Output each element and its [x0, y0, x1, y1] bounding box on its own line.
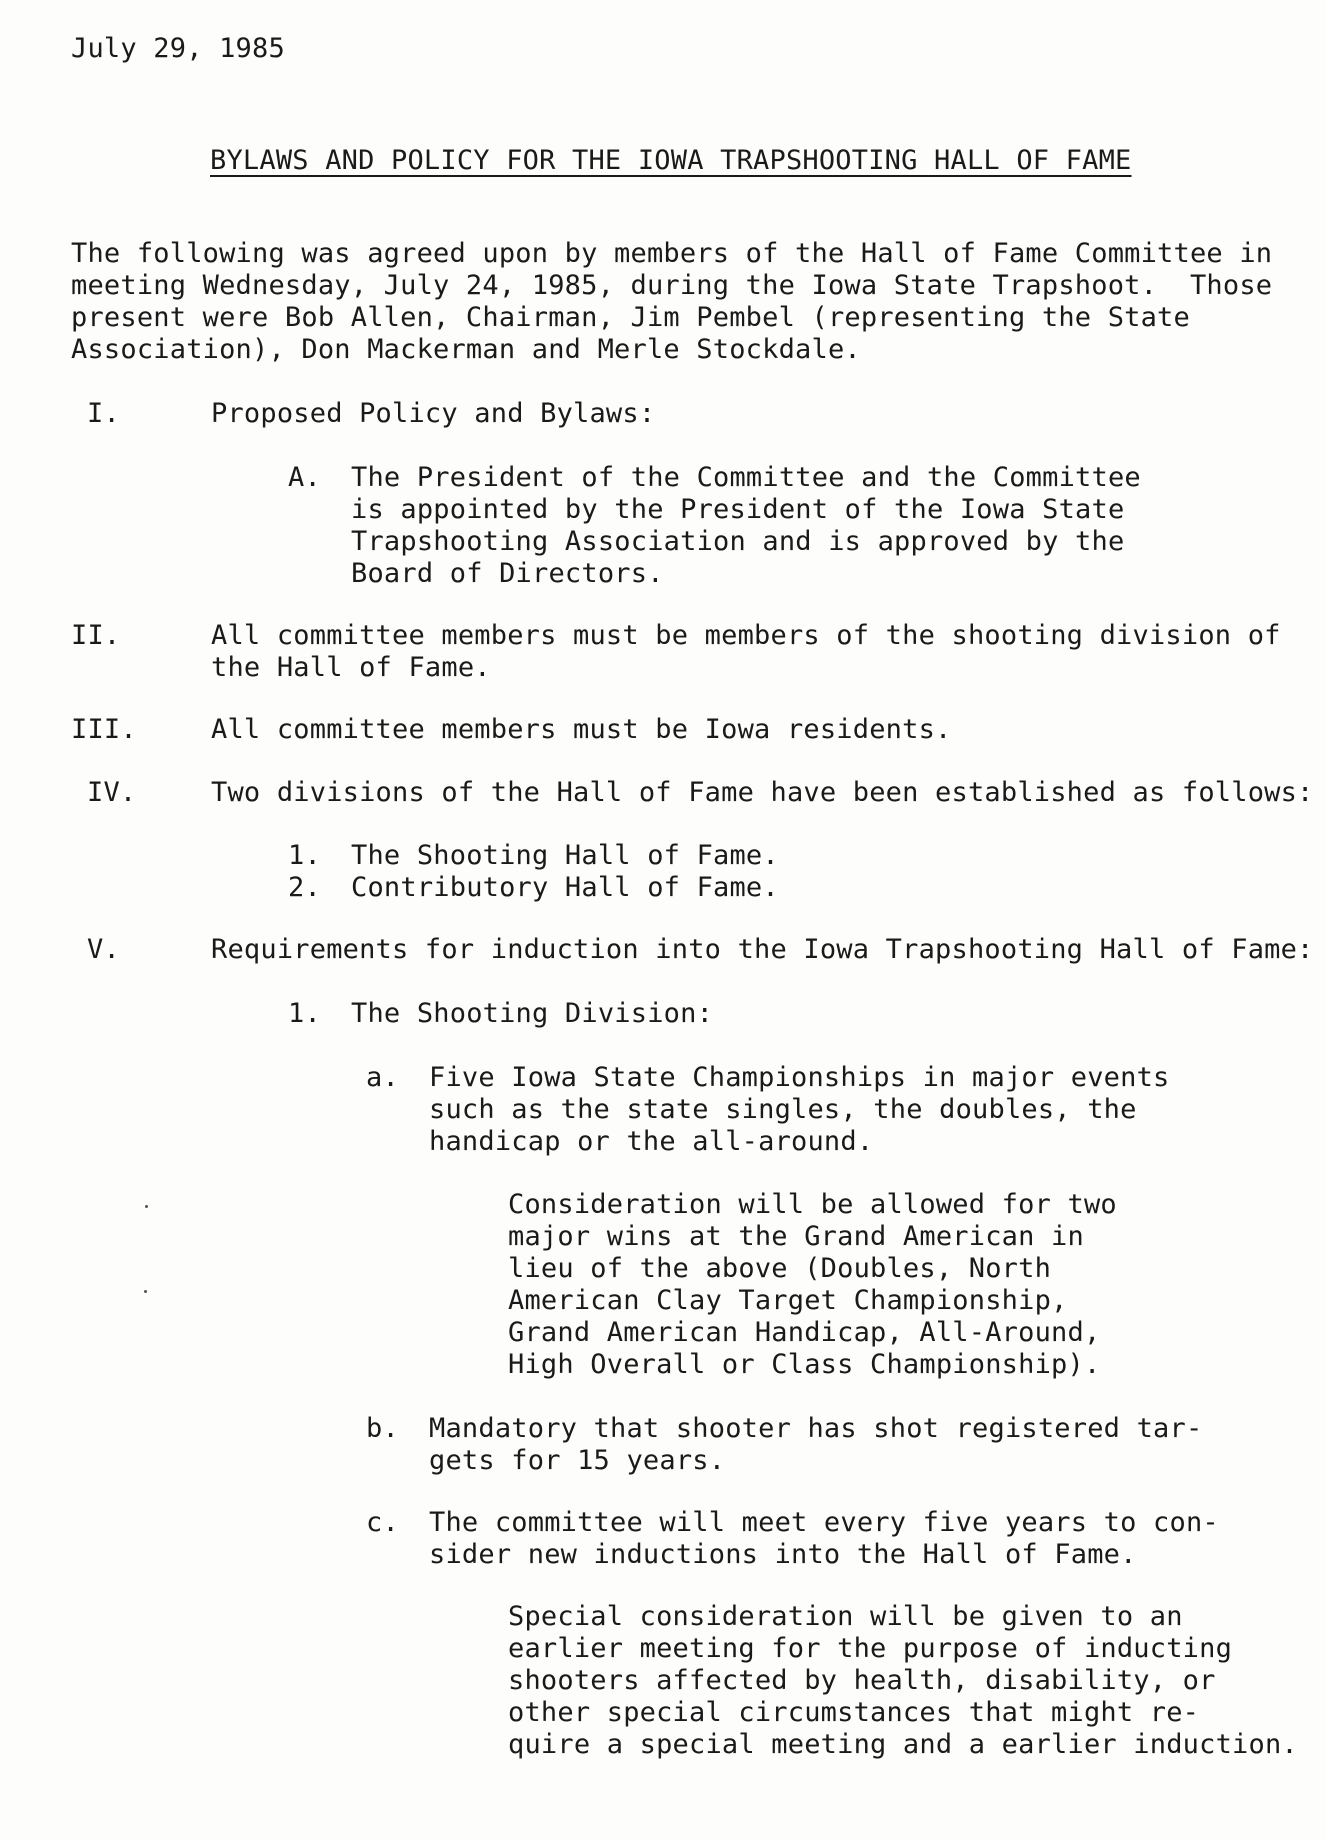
section-number: III.: [71, 714, 137, 745]
section-line: Two divisions of the Hall of Fame have been established as follows:: [211, 777, 1314, 808]
requirement-line: such as the state singles, the doubles, the: [429, 1094, 1137, 1125]
subsection-line: is appointed by the President of the Iowa State: [351, 494, 1125, 525]
section-number: IV.: [87, 777, 137, 808]
note-line: shooters affected by health, disability, or: [508, 1665, 1216, 1696]
requirement-line: The committee will meet every five years to con-: [429, 1507, 1219, 1538]
list-item: Contributory Hall of Fame.: [351, 872, 779, 903]
requirement-line: handicap or the all-around.: [429, 1126, 874, 1157]
note-line: other special circumstances that might re-: [508, 1697, 1200, 1728]
intro-line: Association), Don Mackerman and Merle Stockdale.: [71, 334, 861, 365]
section-line: All committee members must be members of the shooting division of: [211, 620, 1281, 651]
intro-line: The following was agreed upon by members of the Hall of Fame Committee in: [71, 238, 1273, 269]
requirement-label: b.: [366, 1413, 399, 1444]
list-label: 2.: [288, 872, 321, 903]
section-number: V.: [87, 934, 120, 965]
list-item: The Shooting Division:: [351, 998, 714, 1029]
section-line: Requirements for induction into the Iowa Trapshooting Hall of Fame:: [211, 934, 1314, 965]
requirement-line: Mandatory that shooter has shot registered tar-: [429, 1413, 1203, 1444]
section-number: II.: [71, 620, 121, 651]
subsection-label: A.: [288, 462, 321, 493]
intro-line: present were Bob Allen, Chairman, Jim Pembel (representing the State: [71, 302, 1190, 333]
intro-line: meeting Wednesday, July 24, 1985, during the Iowa State Trapshoot. Those: [71, 270, 1273, 301]
note-line: High Overall or Class Championship).: [508, 1349, 1101, 1380]
list-label: 1.: [288, 998, 321, 1029]
requirement-line: gets for 15 years.: [429, 1445, 726, 1476]
note-line: quire a special meeting and a earlier induction.: [508, 1729, 1298, 1760]
note-line: American Clay Target Championship,: [508, 1285, 1068, 1316]
requirement-label: c.: [366, 1507, 399, 1538]
subsection-line: The President of the Committee and the Committee: [351, 462, 1141, 493]
document-date: July 29, 1985: [71, 33, 285, 64]
note-line: Consideration will be allowed for two: [508, 1189, 1117, 1220]
note-line: lieu of the above (Doubles, North: [508, 1253, 1052, 1284]
requirement-line: sider new inductions into the Hall of Fame.: [429, 1539, 1137, 1570]
subsection-line: Board of Directors.: [351, 558, 664, 589]
list-label: 1.: [288, 840, 321, 871]
section-number: I.: [87, 398, 120, 429]
note-line: earlier meeting for the purpose of inducting: [508, 1633, 1233, 1664]
note-line: Grand American Handicap, All-Around,: [508, 1317, 1101, 1348]
note-line: major wins at the Grand American in: [508, 1221, 1084, 1252]
document-title: BYLAWS AND POLICY FOR THE IOWA TRAPSHOOTING HALL OF FAME: [210, 145, 1132, 176]
list-item: The Shooting Hall of Fame.: [351, 840, 779, 871]
requirement-label: a.: [366, 1062, 399, 1093]
note-line: Special consideration will be given to an: [508, 1601, 1183, 1632]
scan-speck: [145, 1205, 148, 1208]
scan-speck: [144, 1290, 147, 1293]
section-heading: Proposed Policy and Bylaws:: [211, 398, 656, 429]
requirement-line: Five Iowa State Championships in major events: [429, 1062, 1170, 1093]
subsection-line: Trapshooting Association and is approved by the: [351, 526, 1125, 557]
section-line: All committee members must be Iowa residents.: [211, 714, 952, 745]
section-line: the Hall of Fame.: [211, 652, 491, 683]
